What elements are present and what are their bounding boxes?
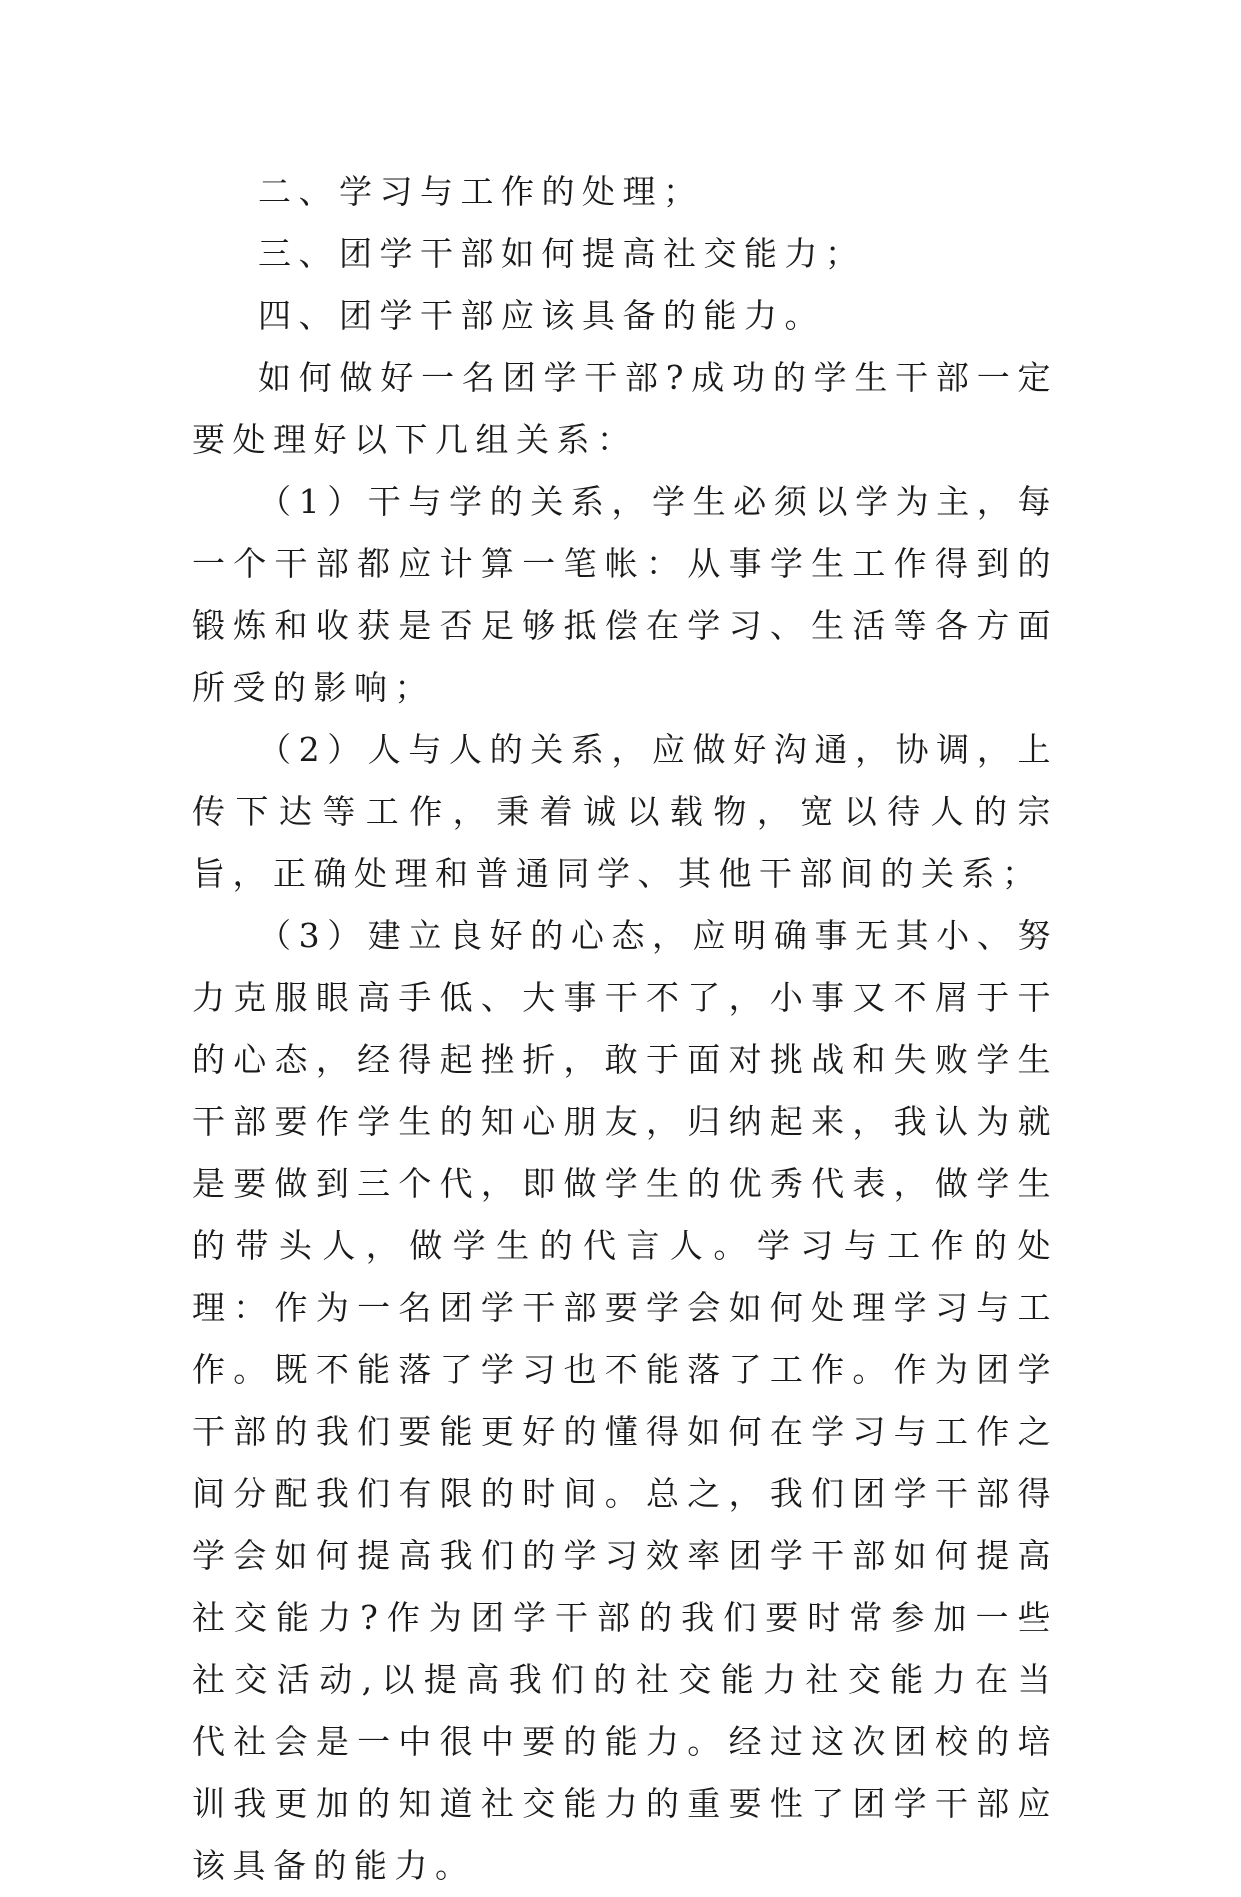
paragraph: （1）干与学的关系，学生必须以学为主，每一个干部都应计算一笔帐：从事学生工作得到的锻炼和收获是否足够抵偿在学习、生活等各方面所受的影响； [192, 482, 1058, 707]
paragraph: 三、团学干部如何提高社交能力； [258, 234, 866, 273]
paragraph: 二、学习与工作的处理； [258, 172, 704, 211]
paragraph: （2）人与人的关系，应做好沟通，协调，上传下达等工作，秉着诚以载物，宽以待人的宗旨，正确处理和普通同学、其他干部间的关系； [192, 730, 1058, 893]
paragraph: （3）建立良好的心态，应明确事无其小、努力克服眼高手低、大事干不了，小事又不屑于干的心态，经得起挫折，敢于面对挑战和失败学生干部要作学生的知心朋友，归纳起来，我认为就是要做到三个代，即做学生的优秀代表，做学生的带头人，做学生的代言人。学习与工作的处理：作为一名团学干部要学会如何处理学习与工作。既不能落了学习也不能落了工作。作为团学干部的我们要能更好的懂得如何在学习与工作之间分配我们有限的时间。总之，我们团学干部得学会如何提高我们的学习效率团学干部如何提高社交能力?作为团学干部的我们要时常参加一些社交活动,以提高我们的社交能力社交能力在当代社会是一中很中要的能力。经过这次团校的培训我更加的知道社交能力的重要性了团学干部应该具备的能力。 [192, 916, 1058, 1885]
paragraph: 如何做好一名团学干部?成功的学生干部一定要处理好以下几组关系： [192, 358, 1058, 459]
document-body [192, 161, 1058, 1897]
paragraph: 四、团学干部应该具备的能力。 [258, 296, 825, 335]
